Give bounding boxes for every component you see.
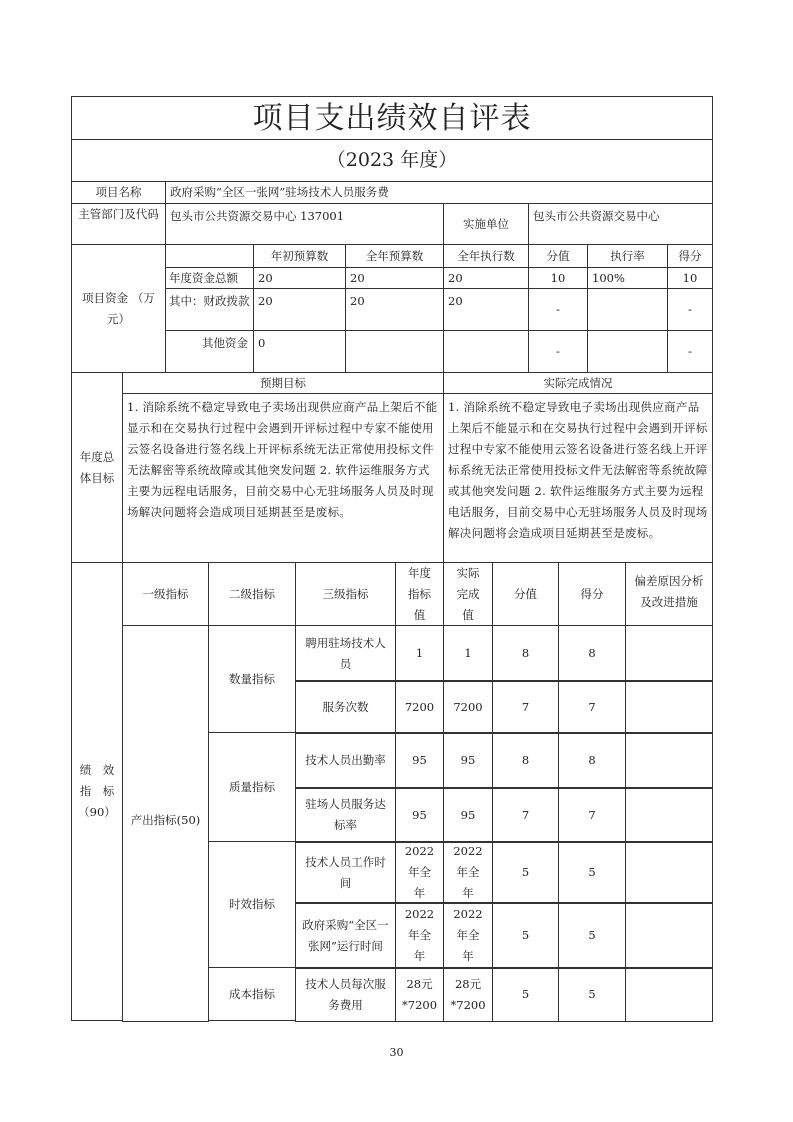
funds-cell: 20 [253, 267, 346, 289]
funds-cell [443, 330, 529, 373]
level2-cell: 质量指标 [208, 732, 296, 842]
funds-header: 得分 [667, 244, 713, 268]
project-name-label: 项目名称 [71, 181, 166, 204]
indicator-score: 5 [558, 902, 626, 969]
funds-cell [587, 330, 668, 373]
ind-header: 年度指标值 [395, 562, 444, 626]
ind-header: 实际完成值 [443, 562, 493, 626]
actual-text: 1. 消除系统不稳定导致电子卖场出现供应商产品上架后不能显示和在交易执行过程中会遇到开评标过程中专家不能使用云签名设备进行签名线上开评标系统无法正常使用投标文件无法解密等系统故障或其他突发问题 2. 软件运维服务方式主要为远程电话服务，目前交易中心无驻场服务人员及时现场解决问题将会造成项目延期甚至是废标。 [443, 393, 713, 563]
level2-cell: 数量指标 [208, 625, 296, 733]
indicator-name: 服务次数 [295, 680, 396, 734]
indicator-target: 95 [395, 732, 444, 789]
funds-cell: - [667, 330, 713, 373]
indicator-score-value: 7 [492, 787, 559, 843]
indicator-target: 1 [395, 625, 444, 682]
funds-cell [587, 288, 668, 331]
ind-header: 得分 [558, 562, 626, 626]
impl-value: 包头市公共资源交易中心 [528, 203, 713, 245]
form-title: 项目支出绩效自评表 [71, 96, 713, 140]
indicator-score-value: 8 [492, 732, 559, 789]
level2-cell: 成本指标 [208, 967, 296, 1021]
indicator-name: 驻场人员服务达标率 [295, 787, 396, 843]
indicator-actual: 95 [443, 732, 493, 789]
expected-header: 预期目标 [122, 372, 444, 394]
funds-header-blank [165, 244, 254, 268]
indicator-note [625, 625, 713, 682]
indicator-note [625, 787, 713, 843]
level2-cell: 时效指标 [208, 841, 296, 968]
indicator-note [625, 680, 713, 734]
indicator-name: 技术人员出勤率 [295, 732, 396, 789]
indicators-label-line: （90） [78, 805, 116, 819]
indicator-note [625, 732, 713, 789]
indicator-score: 5 [558, 967, 626, 1022]
indicator-score: 7 [558, 680, 626, 734]
indicator-actual: 2022年全年 [443, 841, 493, 904]
funds-row-label: 年度资金总额 [165, 267, 254, 289]
indicator-note [625, 841, 713, 904]
indicator-score: 8 [558, 732, 626, 789]
indicator-name: 聘用驻场技术人员 [295, 625, 396, 682]
funds-cell: 20 [345, 288, 444, 331]
ind-header: 偏差原因分析及改进措施 [625, 562, 713, 626]
indicator-target: 2022年全年 [395, 841, 444, 904]
indicator-score-value: 7 [492, 680, 559, 734]
indicator-actual: 7200 [443, 680, 493, 734]
indicator-score-value: 5 [492, 967, 559, 1022]
indicator-note [625, 902, 713, 969]
funds-header: 年初预算数 [253, 244, 346, 268]
funds-cell: 100% [587, 267, 668, 289]
indicator-target: 95 [395, 787, 444, 843]
funds-cell [345, 330, 444, 373]
indicators-label-line: 指 标 [79, 784, 115, 798]
indicator-score: 5 [558, 841, 626, 904]
funds-header: 分值 [528, 244, 588, 268]
funds-cell: - [528, 330, 588, 373]
actual-header: 实际完成情况 [443, 372, 713, 394]
funds-cell: 10 [667, 267, 713, 289]
project-name-value: 政府采购“全区一张网”驻场技术人员服务费 [165, 181, 713, 204]
indicator-target: 2022年全年 [395, 902, 444, 969]
indicator-score-value: 8 [492, 625, 559, 682]
funds-cell: 10 [528, 267, 588, 289]
indicator-name: 技术人员工作时间 [295, 841, 396, 904]
funds-cell: - [667, 288, 713, 331]
indicators-label [71, 562, 123, 1021]
funds-header: 全年执行数 [443, 244, 529, 268]
indicator-target: 7200 [395, 680, 444, 734]
dept-value: 包头市公共资源交易中心 137001 [165, 203, 444, 245]
funds-row-label: 其中：财政拨款 [165, 288, 254, 331]
indicator-score: 7 [558, 787, 626, 843]
indicator-actual: 1 [443, 625, 493, 682]
ind-header: 二级指标 [208, 562, 296, 626]
indicator-actual: 28元*7200 [443, 967, 493, 1022]
funds-row-label: 其他资金 [165, 330, 254, 373]
ind-header: 一级指标 [122, 562, 209, 626]
objectives-label: 年度总体目标 [71, 372, 123, 563]
ind-header: 分值 [492, 562, 559, 626]
funds-cell: 20 [253, 288, 346, 331]
funds-label: 项目资金 （万元） [71, 244, 166, 373]
page-number: 30 [389, 1046, 404, 1059]
impl-label: 实施单位 [443, 203, 529, 245]
funds-cell: 20 [345, 267, 444, 289]
funds-header: 执行率 [587, 244, 668, 268]
expected-text: 1. 消除系统不稳定导致电子卖场出现供应商产品上架后不能显示和在交易执行过程中会遇到开评标过程中专家不能使用云签名设备进行签名线上开评标系统无法正常使用投标文件无法解密等系统故障或其他突发问题 2. 软件运维服务方式主要为远程电话服务，目前交易中心无驻场服务人员及时现场解决问题将会造成项目延期甚至是废标。 [122, 393, 444, 563]
level1-label: 产出指标(50) [130, 813, 201, 827]
indicator-name: 技术人员每次服务费用 [295, 967, 396, 1022]
funds-cell: 20 [443, 288, 529, 331]
ind-header: 三级指标 [295, 562, 396, 626]
indicators-label-line: 绩 效 [79, 763, 115, 777]
indicator-score-value: 5 [492, 902, 559, 969]
funds-cell: 20 [443, 267, 529, 289]
indicator-actual: 2022年全年 [443, 902, 493, 969]
indicator-target: 28元*7200 [395, 967, 444, 1022]
form-year: （2023 年度） [71, 139, 713, 182]
indicator-name: 政府采购“全区一张网”运行时间 [295, 902, 396, 969]
indicator-note [625, 967, 713, 1022]
funds-header: 全年预算数 [345, 244, 444, 268]
indicator-score-value: 5 [492, 841, 559, 904]
indicator-actual: 95 [443, 787, 493, 843]
funds-cell: - [528, 288, 588, 331]
dept-label: 主管部门及代码 [71, 203, 166, 245]
funds-cell: 0 [253, 330, 346, 373]
indicator-score: 8 [558, 625, 626, 682]
